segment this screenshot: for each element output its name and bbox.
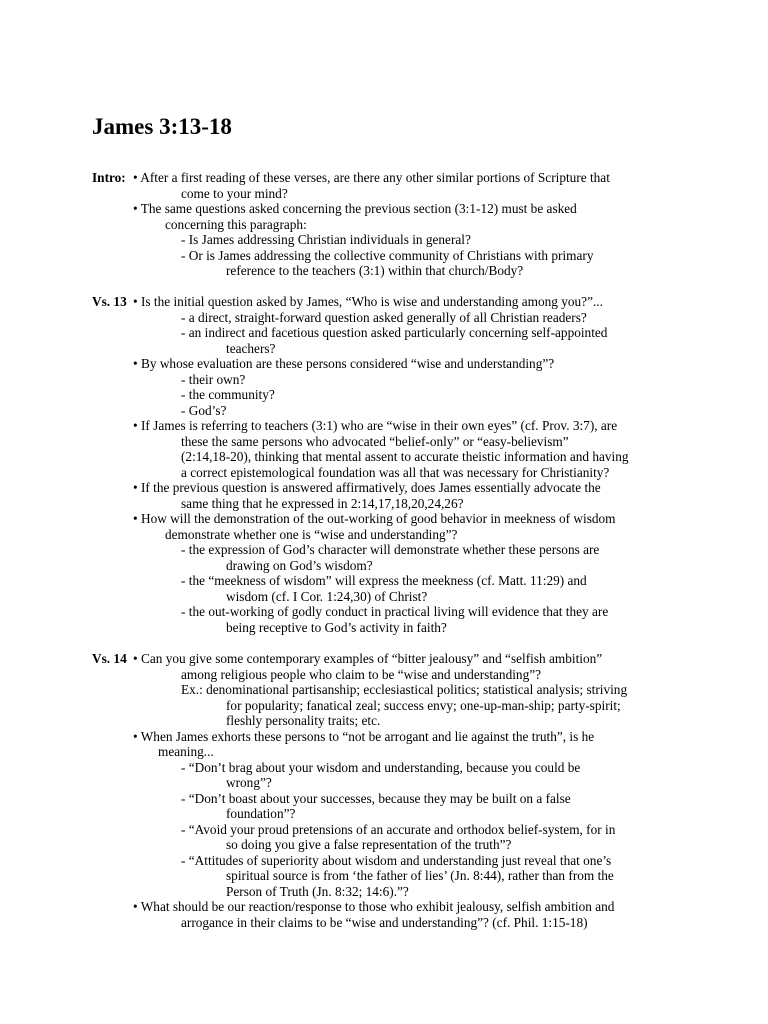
vs14-line: arrogance in their claims to be “wise and understanding”? (cf. Phil. 1:15-18) xyxy=(181,915,588,930)
vs13-line: demonstrate whether one is “wise and understanding”? xyxy=(165,527,458,542)
intro-line: • After a first reading of these verses, are there any other similar portions of Scripture that xyxy=(133,170,610,185)
vs13-line: • If James is referring to teachers (3:1) who are “wise in their own eyes” (cf. Prov. 3:7), are xyxy=(133,418,618,433)
vs13-line: (2:14,18-20), thinking that mental assent to accurate theistic information and having xyxy=(181,449,629,464)
vs14-line: meaning... xyxy=(158,744,214,759)
vs14-line: fleshly personality traits; etc. xyxy=(226,713,381,728)
vs13-line: - an indirect and facetious question asked particularly concerning self-appointed xyxy=(181,325,608,340)
vs14-line: spiritual source is from ‘the father of lies’ (Jn. 8:44), rather than from the xyxy=(226,868,614,883)
vs13-line: wisdom (cf. I Cor. 1:24,30) of Christ? xyxy=(226,589,428,604)
vs14-line: - “Attitudes of superiority about wisdom and understanding just reveal that one’s xyxy=(181,853,612,868)
vs13-line: - their own? xyxy=(181,372,246,387)
intro-line: - Or is James addressing the collective community of Christians with primary xyxy=(181,248,594,263)
vs14-line: wrong”? xyxy=(226,775,272,790)
vs13-line: being receptive to God’s activity in faith? xyxy=(226,620,447,635)
vs13-line: a correct epistemological foundation was all that was necessary for Christianity? xyxy=(181,465,610,480)
intro-line: reference to the teachers (3:1) within that church/Body? xyxy=(226,263,524,278)
section-label-vs14: Vs. 14 xyxy=(92,651,127,666)
vs14-line: for popularity; fanatical zeal; success envy; one-up-man-ship; party-spirit; xyxy=(226,698,621,713)
vs14-line: Ex.: denominational partisanship; ecclesiastical politics; statistical analysis; striving xyxy=(181,682,628,697)
vs13-line: - the “meekness of wisdom” will express the meekness (cf. Matt. 11:29) and xyxy=(181,573,587,588)
vs13-line: - the community? xyxy=(181,387,275,402)
vs13-line: • Is the initial question asked by James, “Who is wise and understanding among you?”... xyxy=(133,294,603,309)
vs14-line: - “Avoid your proud pretensions of an accurate and orthodox belief-system, for in xyxy=(181,822,616,837)
vs14-line: - “Don’t brag about your wisdom and understanding, because you could be xyxy=(181,760,581,775)
vs13-line: - a direct, straight-forward question asked generally of all Christian readers? xyxy=(181,310,587,325)
vs14-line: • Can you give some contemporary examples of “bitter jealousy” and “selfish ambition” xyxy=(133,651,603,666)
vs14-line: Person of Truth (Jn. 8:32; 14:6).”? xyxy=(226,884,409,899)
vs14-line: among religious people who claim to be “wise and understanding”? xyxy=(181,667,542,682)
vs13-line: • By whose evaluation are these persons considered “wise and understanding”? xyxy=(133,356,555,371)
section-label-intro: Intro: xyxy=(92,170,126,185)
vs13-line: teachers? xyxy=(226,341,276,356)
vs13-line: - the out-working of godly conduct in practical living will evidence that they are xyxy=(181,604,609,619)
vs13-line: these the same persons who advocated “belief-only” or “easy-believism” xyxy=(181,434,569,449)
page-title: James 3:13-18 xyxy=(92,114,232,139)
intro-line: • The same questions asked concerning the previous section (3:1-12) must be asked xyxy=(133,201,577,216)
vs14-line: so doing you give a false representation of the truth”? xyxy=(226,837,512,852)
vs14-line: foundation”? xyxy=(226,806,296,821)
vs14-line: - “Don’t boast about your successes, because they may be built on a false xyxy=(181,791,571,806)
intro-line: concerning this paragraph: xyxy=(165,217,307,232)
intro-line: - Is James addressing Christian individuals in general? xyxy=(181,232,471,247)
section-label-vs13: Vs. 13 xyxy=(92,294,127,309)
vs13-line: • How will the demonstration of the out-working of good behavior in meekness of wisdom xyxy=(133,511,616,526)
vs13-line: - the expression of God’s character will demonstrate whether these persons are xyxy=(181,542,600,557)
vs13-line: same thing that he expressed in 2:14,17,18,20,24,26? xyxy=(181,496,464,511)
vs14-line: • What should be our reaction/response to those who exhibit jealousy, selfish ambition and xyxy=(133,899,615,914)
vs13-line: drawing on God’s wisdom? xyxy=(226,558,373,573)
vs13-line: • If the previous question is answered affirmatively, does James essentially advocate the xyxy=(133,480,601,495)
vs13-line: - God’s? xyxy=(181,403,227,418)
intro-line: come to your mind? xyxy=(181,186,288,201)
vs14-line: • When James exhorts these persons to “not be arrogant and lie against the truth”, is he xyxy=(133,729,595,744)
